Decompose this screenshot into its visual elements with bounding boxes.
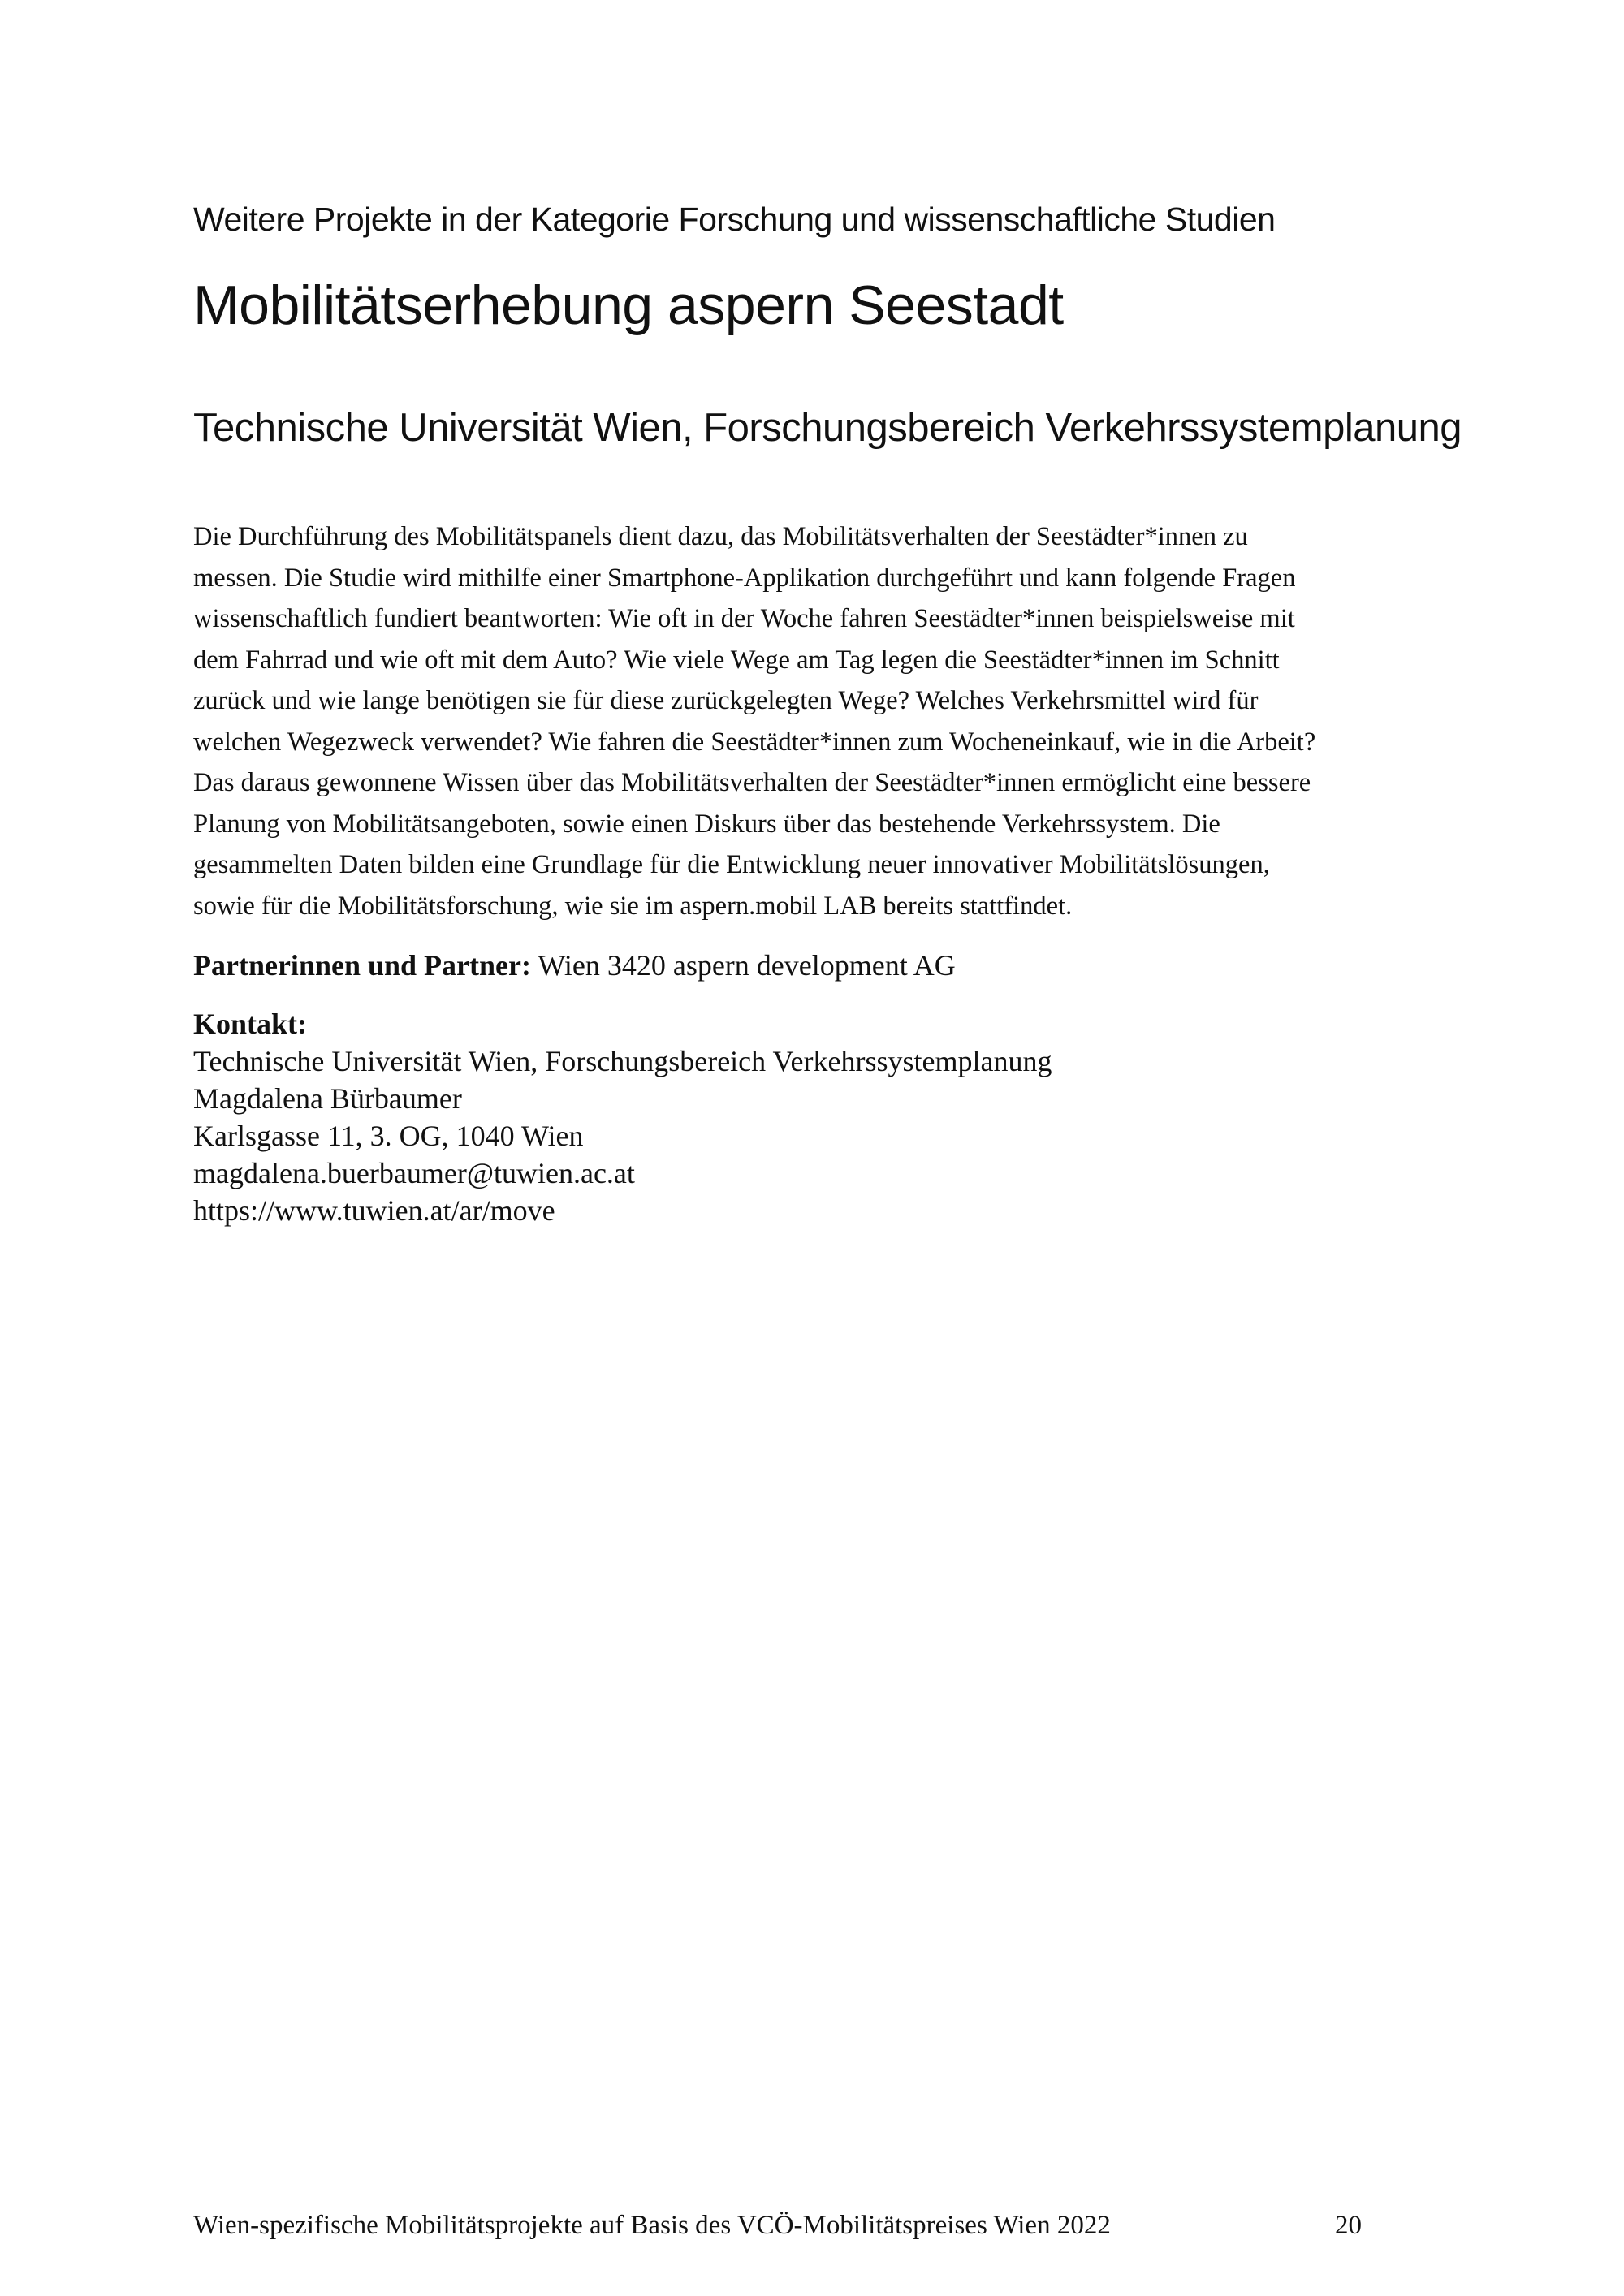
- page-number: 20: [1335, 2211, 1362, 2240]
- body-line: zurück und wie lange benötigen sie für diese zurückgelegten Wege? Welches Verkehrsmittel wird für: [193, 686, 1259, 715]
- partners-section: [193, 947, 956, 984]
- contact-organization: Technische Universität Wien, Forschungsbereich Verkehrssystemplanung: [193, 1045, 1052, 1077]
- organization-subtitle: Technische Universität Wien, Forschungsbereich Verkehrssystemplanung: [193, 406, 1462, 450]
- contact-label: Kontakt:: [193, 1008, 308, 1040]
- body-line: dem Fahrrad und wie oft mit dem Auto? Wie viele Wege am Tag legen die Seestädter*innen im Schnitt: [193, 645, 1280, 675]
- category-heading: Weitere Projekte in der Kategorie Forschung und wissenschaftliche Studien: [193, 201, 1276, 238]
- contact-section: [193, 1005, 1052, 1229]
- partners-label: Partnerinnen und Partner:: [193, 949, 531, 982]
- body-line: Planung von Mobilitätsangeboten, sowie einen Diskurs über das bestehende Verkehrssystem. Die: [193, 809, 1220, 839]
- contact-email: magdalena.buerbaumer@tuwien.ac.at: [193, 1157, 635, 1189]
- body-line: sowie für die Mobilitätsforschung, wie sie im aspern.mobil LAB bereits stattfindet.: [193, 891, 1073, 921]
- partners-value: Wien 3420 aspern development AG: [530, 949, 956, 982]
- body-line: Das daraus gewonnene Wissen über das Mobilitätsverhalten der Seestädter*innen ermöglicht eine bessere: [193, 768, 1311, 797]
- body-line: wissenschaftlich fundiert beantworten: Wie oft in der Woche fahren Seestädter*innen beispielsweise mit: [193, 604, 1295, 633]
- contact-person: Magdalena Bürbaumer: [193, 1082, 462, 1115]
- body-line: messen. Die Studie wird mithilfe einer Smartphone-Applikation durchgeführt und kann folgende Fragen: [193, 563, 1296, 593]
- body-line: Die Durchführung des Mobilitätspanels dient dazu, das Mobilitätsverhalten der Seestädter*innen zu: [193, 522, 1248, 551]
- page-title: Mobilitätserhebung aspern Seestadt: [193, 274, 1064, 336]
- contact-address: Karlsgasse 11, 3. OG, 1040 Wien: [193, 1120, 584, 1152]
- contact-website: https://www.tuwien.at/ar/move: [193, 1194, 555, 1227]
- body-paragraph: [193, 516, 1436, 926]
- body-line: gesammelten Daten bilden eine Grundlage für die Entwicklung neuer innovativer Mobilitätslösungen,: [193, 850, 1270, 879]
- body-line: welchen Wegezweck verwendet? Wie fahren die Seestädter*innen zum Wocheneinkauf, wie in die Arbeit?: [193, 727, 1316, 757]
- footer-text: Wien-spezifische Mobilitätsprojekte auf Basis des VCÖ-Mobilitätspreises Wien 2022: [193, 2211, 1111, 2240]
